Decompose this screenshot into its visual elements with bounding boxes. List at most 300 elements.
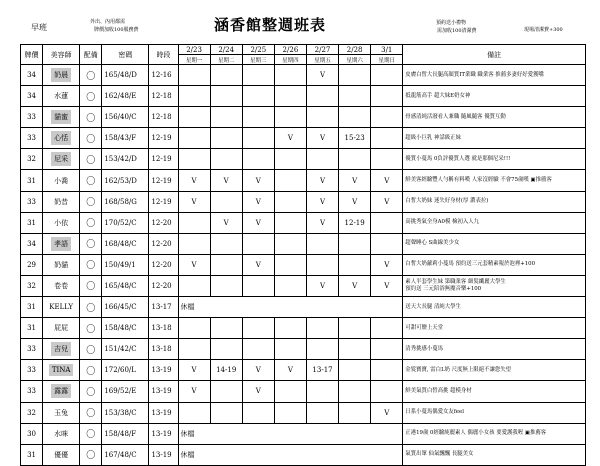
day-cell <box>210 381 242 402</box>
table-row <box>21 128 586 149</box>
date-header: 2/24 <box>210 45 242 55</box>
day-cell <box>242 275 274 296</box>
day-cell: V <box>242 191 274 212</box>
day-cell: V <box>242 170 274 191</box>
day-cell <box>210 128 242 149</box>
name-cell <box>43 381 80 402</box>
table-row <box>21 297 586 318</box>
ring-cell: 〇 <box>80 170 102 191</box>
remark-line: 皮膚白皙大長腿高顏質IT業職 職業客 推薦多妻好好愛獲嘴 <box>405 71 544 78</box>
rest-cell: 休檔 <box>178 444 403 465</box>
beautician-name: 貓蜜 <box>51 110 71 124</box>
remark-line: 高挑秀氣全身A0模 檢初入人九 <box>405 219 480 226</box>
header-row <box>21 45 586 55</box>
table-row <box>21 191 586 212</box>
beautician-name: 玉兔 <box>54 408 69 417</box>
time-cell: 12-20 <box>149 254 178 275</box>
day-cell <box>274 86 306 107</box>
day-cell <box>274 233 306 254</box>
beautician-name: 吉兒 <box>51 342 71 356</box>
day-cell <box>210 191 242 212</box>
day-cell <box>274 275 306 296</box>
day-cell: V <box>306 191 338 212</box>
day-cell <box>210 254 242 275</box>
time-cell: 13-18 <box>149 318 178 339</box>
table-row <box>21 170 586 191</box>
beautician-name: 奶昔 <box>54 197 69 206</box>
name-cell <box>43 402 80 423</box>
name-cell <box>43 65 80 86</box>
day-cell <box>274 212 306 233</box>
remark-cell <box>403 318 586 339</box>
name-cell <box>43 339 80 360</box>
remark-line: 白皙大奶蘿莉小蔓馬 預約送三元套精素報於泡裡+100 <box>405 261 536 268</box>
remark-line: 氣質出眾 仙氣飄飄 長腿美女 <box>405 451 474 458</box>
remark-cell <box>403 444 586 465</box>
ring-cell: 〇 <box>80 212 102 233</box>
day-cell: V <box>242 360 274 381</box>
remark-cell <box>403 149 586 170</box>
day-cell <box>242 107 274 128</box>
table-row <box>21 149 586 170</box>
day-cell <box>339 149 371 170</box>
day-cell <box>371 149 403 170</box>
day-cell <box>306 254 338 275</box>
time-cell: 12-19 <box>149 191 178 212</box>
plate-cell: 33 <box>21 191 43 212</box>
remark-line: 鮮美氣質白皙高挑 超模身材 <box>405 387 472 394</box>
plate-cell: 31 <box>21 297 43 318</box>
day-cell <box>242 402 274 423</box>
day-cell: V <box>371 254 403 275</box>
time-cell: 13-19 <box>149 444 178 465</box>
day-cell: V <box>306 170 338 191</box>
code-cell: 156/40/C <box>102 107 149 128</box>
beautician-name: 尼采 <box>51 152 71 166</box>
page-title: 涵香館整週班表 <box>214 16 327 34</box>
code-cell: 168/48/C <box>102 233 149 254</box>
weekday-header: 星期五 <box>306 55 338 65</box>
remark-cell <box>403 233 586 254</box>
ring-cell: 〇 <box>80 275 102 296</box>
day-cell: V <box>178 191 210 212</box>
day-cell <box>339 318 371 339</box>
name-cell <box>43 318 80 339</box>
day-cell <box>274 170 306 191</box>
time-cell: 12-20 <box>149 212 178 233</box>
day-cell <box>306 107 338 128</box>
code-cell: 153/42/D <box>102 149 149 170</box>
name-cell <box>43 297 80 318</box>
table-row <box>21 233 586 254</box>
day-cell: V <box>242 381 274 402</box>
day-cell <box>178 149 210 170</box>
table-row <box>21 212 586 233</box>
name-cell <box>43 107 80 128</box>
rest-cell: 休檔 <box>178 297 403 318</box>
code-cell: 162/48/E <box>102 86 149 107</box>
remark-line: 白皙大奶妹 迷失好身材(厚 濃表拉) <box>405 198 489 205</box>
plate-cell: 32 <box>21 402 43 423</box>
schedule-table <box>20 44 586 466</box>
day-cell <box>339 107 371 128</box>
day-cell: V <box>371 275 403 296</box>
date-header: 2/25 <box>242 45 274 55</box>
plate-cell: 34 <box>21 65 43 86</box>
time-cell: 12-20 <box>149 275 178 296</box>
schedule-body <box>21 65 586 466</box>
day-cell <box>371 86 403 107</box>
day-cell <box>178 402 210 423</box>
remark-cell <box>403 212 586 233</box>
day-cell: 13-17 <box>306 360 338 381</box>
table-row <box>21 107 586 128</box>
day-cell <box>371 212 403 233</box>
beautician-name: TINA <box>49 364 74 376</box>
remark-cell <box>403 381 586 402</box>
table-row <box>21 339 586 360</box>
beautician-name: 小依 <box>54 218 69 227</box>
day-cell <box>306 86 338 107</box>
remark-line: 素人半套學生妹 第職業客 細髮纖麗大學生 <box>405 278 506 285</box>
remark-cell <box>403 191 586 212</box>
day-cell <box>306 381 338 402</box>
ring-cell: 〇 <box>80 423 102 444</box>
time-cell: 12-18 <box>149 107 178 128</box>
time-cell: 12-19 <box>149 128 178 149</box>
time-cell: 12-18 <box>149 86 178 107</box>
remark-cell <box>403 423 586 444</box>
day-cell <box>242 149 274 170</box>
plate-cell: 33 <box>21 128 43 149</box>
time-cell: 12-20 <box>149 233 178 254</box>
day-cell <box>274 381 306 402</box>
day-cell <box>371 381 403 402</box>
ring-cell: 〇 <box>80 297 102 318</box>
weekday-header: 星期六 <box>339 55 371 65</box>
day-cell <box>242 86 274 107</box>
day-cell: 14-19 <box>210 360 242 381</box>
beautician-name: 奶貓 <box>54 260 69 269</box>
ring-cell: 〇 <box>80 86 102 107</box>
remark-line: 鮮美客經驗豐人勻稱有料嘆 人家沒經驗 不會75歲嘆 ▣推薦客 <box>405 177 552 184</box>
remark-line: 骨感清純活潑看人兼職 隨風隨客 優質互動 <box>405 113 506 120</box>
table-row <box>21 402 586 423</box>
day-cell <box>242 128 274 149</box>
day-cell: V <box>242 254 274 275</box>
day-cell <box>339 254 371 275</box>
day-cell <box>339 381 371 402</box>
code-cell: 158/43/F <box>102 128 149 149</box>
remark-cell <box>403 65 586 86</box>
day-cell: V <box>210 212 242 233</box>
beautician-name: 屁屁 <box>54 324 69 333</box>
day-cell <box>339 86 371 107</box>
day-cell: V <box>274 360 306 381</box>
remark-cell <box>403 128 586 149</box>
day-cell: V <box>306 128 338 149</box>
day-cell <box>306 149 338 170</box>
plate-cell: 31 <box>21 444 43 465</box>
remark-cell <box>403 275 586 296</box>
plate-cell: 30 <box>21 423 43 444</box>
day-cell <box>178 275 210 296</box>
beautician-name: 小喬 <box>54 176 69 185</box>
name-header: 美容師 <box>43 45 80 65</box>
table-row <box>21 254 586 275</box>
code-cell: 169/52/E <box>102 381 149 402</box>
day-cell <box>371 339 403 360</box>
day-cell <box>178 86 210 107</box>
day-cell <box>306 233 338 254</box>
remark-cell <box>403 297 586 318</box>
date-header: 3/1 <box>371 45 403 55</box>
remark-cell <box>403 339 586 360</box>
code-cell: 170/52/C <box>102 212 149 233</box>
code-cell: 167/48/C <box>102 444 149 465</box>
ring-cell: 〇 <box>80 107 102 128</box>
plate-cell: 31 <box>21 318 43 339</box>
date-header: 2/26 <box>274 45 306 55</box>
remark-cell <box>403 170 586 191</box>
day-cell <box>242 318 274 339</box>
day-cell: V <box>178 381 210 402</box>
table-row <box>21 381 586 402</box>
day-cell <box>178 128 210 149</box>
time-cell: 12-19 <box>149 149 178 170</box>
schedule-header <box>0 0 600 44</box>
name-cell <box>43 86 80 107</box>
time-cell: 13-18 <box>149 339 178 360</box>
day-cell: V <box>178 254 210 275</box>
day-cell <box>210 233 242 254</box>
ring-cell: 〇 <box>80 339 102 360</box>
remark-line: 超聲睡心 S曲線美少女 <box>405 240 460 247</box>
plate-cell: 33 <box>21 339 43 360</box>
day-cell <box>371 233 403 254</box>
day-cell <box>210 107 242 128</box>
day-cell <box>178 65 210 86</box>
plate-cell: 31 <box>21 212 43 233</box>
day-cell <box>210 86 242 107</box>
day-cell: V <box>339 191 371 212</box>
weekday-header: 星期一 <box>178 55 210 65</box>
code-cell: 162/53/D <box>102 170 149 191</box>
remark-cell <box>403 86 586 107</box>
remark-line: 優質小蔓馬 0負評優質人選 就是那個尼采!!! <box>405 155 511 162</box>
day-cell: V <box>242 212 274 233</box>
ring-cell: 〇 <box>80 318 102 339</box>
remark-line: 抵龍筋高手 超大妹E奶女神 <box>405 92 471 99</box>
plate-cell: 29 <box>21 254 43 275</box>
time-cell: 13-19 <box>149 423 178 444</box>
ring-header: 配備 <box>80 45 102 65</box>
code-cell: 165/48/D <box>102 65 149 86</box>
ring-cell: 〇 <box>80 444 102 465</box>
date-header: 2/23 <box>178 45 210 55</box>
beautician-name: KELLY <box>49 303 74 312</box>
day-cell <box>178 233 210 254</box>
day-cell <box>371 318 403 339</box>
remark-line: 超級小巨乳 神話級正妹 <box>405 134 461 141</box>
table-row <box>21 444 586 465</box>
code-cell: 168/58/G <box>102 191 149 212</box>
ring-cell: 〇 <box>80 149 102 170</box>
ring-cell: 〇 <box>80 65 102 86</box>
name-cell <box>43 275 80 296</box>
rest-cell: 休檔 <box>178 423 403 444</box>
name-cell <box>43 233 80 254</box>
remark-cell <box>403 360 586 381</box>
weekday-header: 星期二 <box>210 55 242 65</box>
day-cell <box>274 107 306 128</box>
day-cell <box>339 65 371 86</box>
beautician-name: 孝語 <box>51 237 71 251</box>
remark-line: 日系小蔓馬偶愛女友feel <box>405 409 464 416</box>
plate-header: 牌價 <box>21 45 43 65</box>
day-cell: V <box>178 360 210 381</box>
day-cell <box>306 402 338 423</box>
code-cell: 172/60/L <box>102 360 149 381</box>
day-cell <box>242 233 274 254</box>
beautician-name: 心恬 <box>51 131 71 145</box>
day-cell: V <box>178 170 210 191</box>
table-row <box>21 360 586 381</box>
day-cell <box>274 318 306 339</box>
day-cell: V <box>306 212 338 233</box>
time-cell: 13-19 <box>149 402 178 423</box>
day-cell <box>210 275 242 296</box>
beautician-name: 露露 <box>51 384 71 398</box>
day-cell <box>178 212 210 233</box>
table-row <box>21 65 586 86</box>
day-cell <box>178 107 210 128</box>
day-cell <box>274 149 306 170</box>
remark-header: 備註 <box>403 45 586 65</box>
name-cell <box>43 423 80 444</box>
name-cell <box>43 170 80 191</box>
day-cell: V <box>306 275 338 296</box>
day-cell: V <box>210 170 242 191</box>
beautician-name: 奶晨 <box>51 68 71 82</box>
code-cell: 158/48/C <box>102 318 149 339</box>
time-cell: 13-19 <box>149 381 178 402</box>
ring-cell: 〇 <box>80 254 102 275</box>
day-cell: V <box>371 191 403 212</box>
day-cell <box>178 318 210 339</box>
day-cell: V <box>339 275 371 296</box>
plate-cell: 34 <box>21 86 43 107</box>
day-cell <box>371 128 403 149</box>
beautician-name: 水蓮 <box>54 92 69 101</box>
day-cell <box>210 339 242 360</box>
day-cell: V <box>306 65 338 86</box>
name-cell <box>43 444 80 465</box>
day-cell <box>210 402 242 423</box>
name-cell <box>43 212 80 233</box>
name-cell <box>43 254 80 275</box>
day-cell <box>306 339 338 360</box>
ring-cell: 〇 <box>80 402 102 423</box>
ring-cell: 〇 <box>80 381 102 402</box>
remark-line: 可甜可鹽上天堂 <box>405 324 444 331</box>
name-cell <box>43 191 80 212</box>
day-cell <box>274 191 306 212</box>
day-cell: 15-23 <box>339 128 371 149</box>
table-row <box>21 86 586 107</box>
day-cell <box>210 65 242 86</box>
code-cell: 153/38/C <box>102 402 149 423</box>
plate-cell: 33 <box>21 107 43 128</box>
day-cell <box>274 339 306 360</box>
day-cell <box>242 339 274 360</box>
remark-cell <box>403 254 586 275</box>
day-cell <box>339 360 371 381</box>
name-cell <box>43 128 80 149</box>
day-cell <box>371 360 403 381</box>
plate-cell: 33 <box>21 360 43 381</box>
plate-cell: 34 <box>21 233 43 254</box>
weekday-header: 星期四 <box>274 55 306 65</box>
table-row <box>21 275 586 296</box>
day-cell: V <box>339 170 371 191</box>
ring-cell: 〇 <box>80 191 102 212</box>
ring-cell: 〇 <box>80 128 102 149</box>
shift-label: 早班 <box>31 23 47 32</box>
day-cell <box>210 318 242 339</box>
date-header: 2/28 <box>339 45 371 55</box>
time-cell: 12-19 <box>149 170 178 191</box>
name-cell <box>43 149 80 170</box>
day-cell <box>274 65 306 86</box>
remark-cell <box>403 402 586 423</box>
surcharge-note: 外出、內用都需 <box>90 19 126 25</box>
beautician-name: 卷卷 <box>54 281 69 290</box>
time-header: 時段 <box>149 45 178 65</box>
day-cell: V <box>371 170 403 191</box>
day-cell: 12-19 <box>339 212 371 233</box>
name-cell <box>43 360 80 381</box>
table-row <box>21 423 586 444</box>
remark-line: 清秀挑感小蔓馬 <box>405 345 444 352</box>
plate-cell: 33 <box>21 381 43 402</box>
day-cell <box>371 65 403 86</box>
onsite-fee-note: 現場清潔費+300 <box>524 27 563 33</box>
plate-cell: 32 <box>21 275 43 296</box>
plate-cell: 32 <box>21 149 43 170</box>
table-row <box>21 318 586 339</box>
day-cell <box>242 65 274 86</box>
day-cell <box>178 339 210 360</box>
remark-line: 送天大長腿 清純大學生 <box>405 303 461 310</box>
day-cell <box>274 254 306 275</box>
time-cell: 13-17 <box>149 297 178 318</box>
day-cell <box>339 339 371 360</box>
gift-note: 預約送小禮物 <box>436 20 467 26</box>
code-cell: 165/48/C <box>102 275 149 296</box>
beautician-name: 水咪 <box>54 429 69 438</box>
code-header: 密碼 <box>102 45 149 65</box>
remark-cell <box>403 107 586 128</box>
code-cell: 151/42/C <box>102 339 149 360</box>
code-cell: 150/49/1 <box>102 254 149 275</box>
remark-line: 金髮寶寶, 雷白L奶 尺度無上限絕不讓您失望 <box>405 366 512 373</box>
time-cell: 12-16 <box>149 65 178 86</box>
weekday-header: 星期三 <box>242 55 274 65</box>
day-cell <box>306 318 338 339</box>
day-cell: V <box>371 402 403 423</box>
ring-cell: 〇 <box>80 233 102 254</box>
